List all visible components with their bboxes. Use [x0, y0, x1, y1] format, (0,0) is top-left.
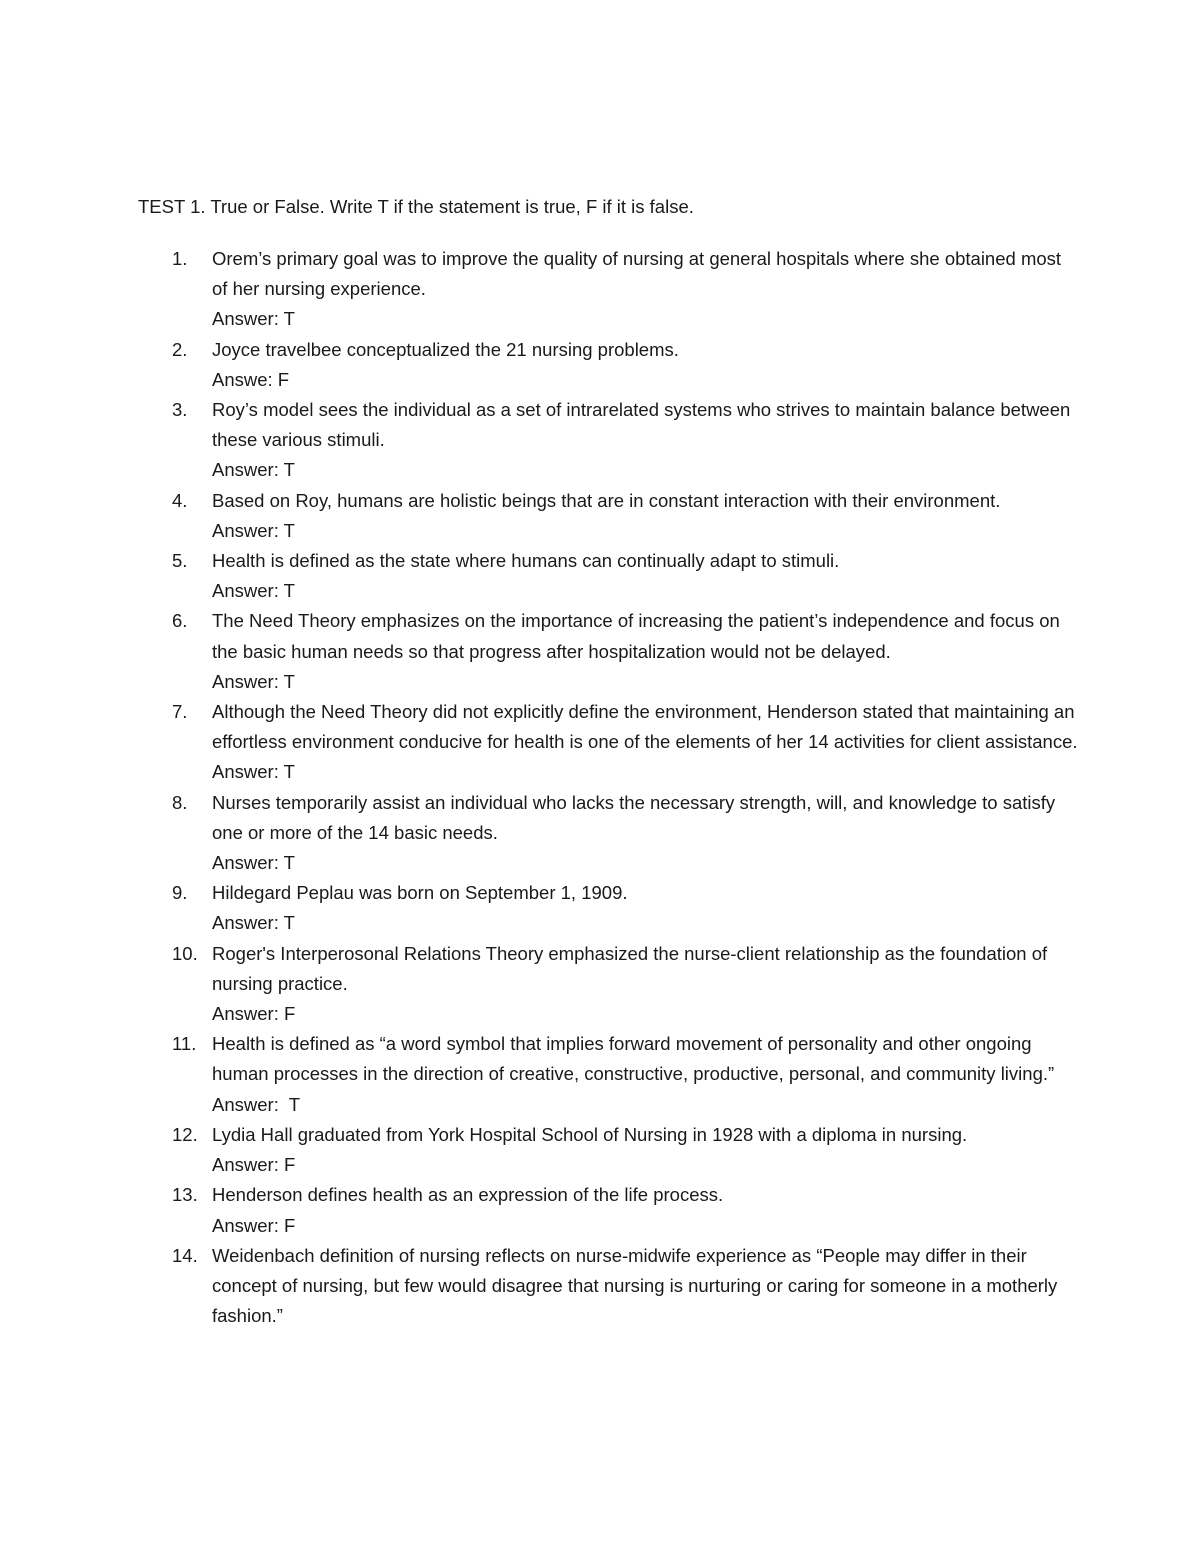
- question-item: [0, 606, 1200, 697]
- answer-line: Answe: F: [212, 368, 290, 390]
- question-number: 5.: [172, 550, 188, 572]
- question-number: 11.: [172, 1033, 197, 1055]
- question-text: Health is defined as “a word symbol that implies forward movement of personality and other ongoing human processes in the direction of creative, constructive, productive, personal, and community living.”: [212, 1033, 1055, 1085]
- question-item: [0, 395, 1200, 486]
- question-number: 3.: [172, 399, 188, 421]
- question-text: Hildegard Peplau was born on September 1, 1909.: [212, 882, 628, 904]
- question-text: Roy’s model sees the individual as a set of intrarelated systems who strives to maintain balance between these various stimuli.: [212, 399, 1071, 451]
- answer-line: Answer: F: [212, 1154, 296, 1176]
- question-item: [0, 697, 1200, 788]
- question-number: 4.: [172, 489, 188, 511]
- question-item: [0, 244, 1200, 335]
- answer-line: Answer: F: [212, 1214, 296, 1236]
- answer-line: Answer: T: [212, 459, 295, 481]
- answer-line: Answer: T: [212, 852, 295, 874]
- question-item: [0, 335, 1200, 395]
- question-number: 12.: [172, 1123, 198, 1145]
- question-text: Health is defined as the state where humans can continually adapt to stimuli.: [212, 550, 840, 572]
- question-number: 13.: [172, 1184, 198, 1206]
- question-number: 7.: [172, 701, 188, 723]
- question-text: Henderson defines health as an expression of the life process.: [212, 1184, 724, 1206]
- question-item: [0, 878, 1200, 938]
- question-item: [0, 788, 1200, 879]
- question-text: Based on Roy, humans are holistic beings that are in constant interaction with their environment.: [212, 489, 1001, 511]
- answer-line: Answer: T: [212, 670, 295, 692]
- answer-line: Answer: F: [212, 1003, 296, 1025]
- question-text: Nurses temporarily assist an individual who lacks the necessary strength, will, and knowledge to satisfy one or more of the 14 basic needs.: [212, 791, 1056, 843]
- question-text: Orem’s primary goal was to improve the quality of nursing at general hospitals where she obtained most of her nursing experience.: [212, 248, 1062, 300]
- question-number: 6.: [172, 610, 188, 632]
- question-number: 10.: [172, 942, 198, 964]
- answer-line: Answer: T: [212, 519, 295, 541]
- question-number: 2.: [172, 338, 188, 360]
- question-text: Lydia Hall graduated from York Hospital School of Nursing in 1928 with a diploma in nursing.: [212, 1123, 968, 1145]
- question-text: Joyce travelbee conceptualized the 21 nursing problems.: [212, 338, 679, 360]
- question-number: 8.: [172, 791, 188, 813]
- question-number: 14.: [172, 1244, 198, 1266]
- question-item: [0, 1029, 1200, 1120]
- question-text: Although the Need Theory did not explicitly define the environment, Henderson stated that maintaining an effortless environment conducive for health is one of the elements of her 14 activities for client assistance.: [212, 701, 1078, 753]
- answer-line: Answer: T: [212, 761, 295, 783]
- question-number: 1.: [172, 248, 188, 269]
- question-list: [0, 244, 1200, 1331]
- question-item: [0, 1241, 1200, 1332]
- answer-line: Answer: T: [212, 308, 295, 330]
- question-item: [0, 1120, 1200, 1180]
- question-item: [0, 546, 1200, 606]
- question-text: The Need Theory emphasizes on the importance of increasing the patient’s independence and focus on the basic human needs so that progress after hospitalization would not be delayed.: [212, 610, 1060, 662]
- question-number: 9.: [172, 882, 188, 904]
- question-text: Roger's Interperosonal Relations Theory emphasized the nurse-client relationship as the foundation of nursing practice.: [212, 942, 1048, 994]
- question-item: [0, 939, 1200, 1030]
- question-item: [0, 486, 1200, 546]
- answer-line: Answer: T: [212, 580, 295, 602]
- answer-line: Answer: T: [212, 1093, 301, 1115]
- test-heading: TEST 1. True or False. Write T if the statement is true, F if it is false.: [138, 196, 694, 217]
- question-item: [0, 1180, 1200, 1240]
- answer-line: Answer: T: [212, 912, 295, 934]
- question-text: Weidenbach definition of nursing reflects on nurse-midwife experience as “People may differ in their concept of nursing, but few would disagree that nursing is nurturing or caring for someone in a motherly fashion.”: [212, 1244, 1058, 1327]
